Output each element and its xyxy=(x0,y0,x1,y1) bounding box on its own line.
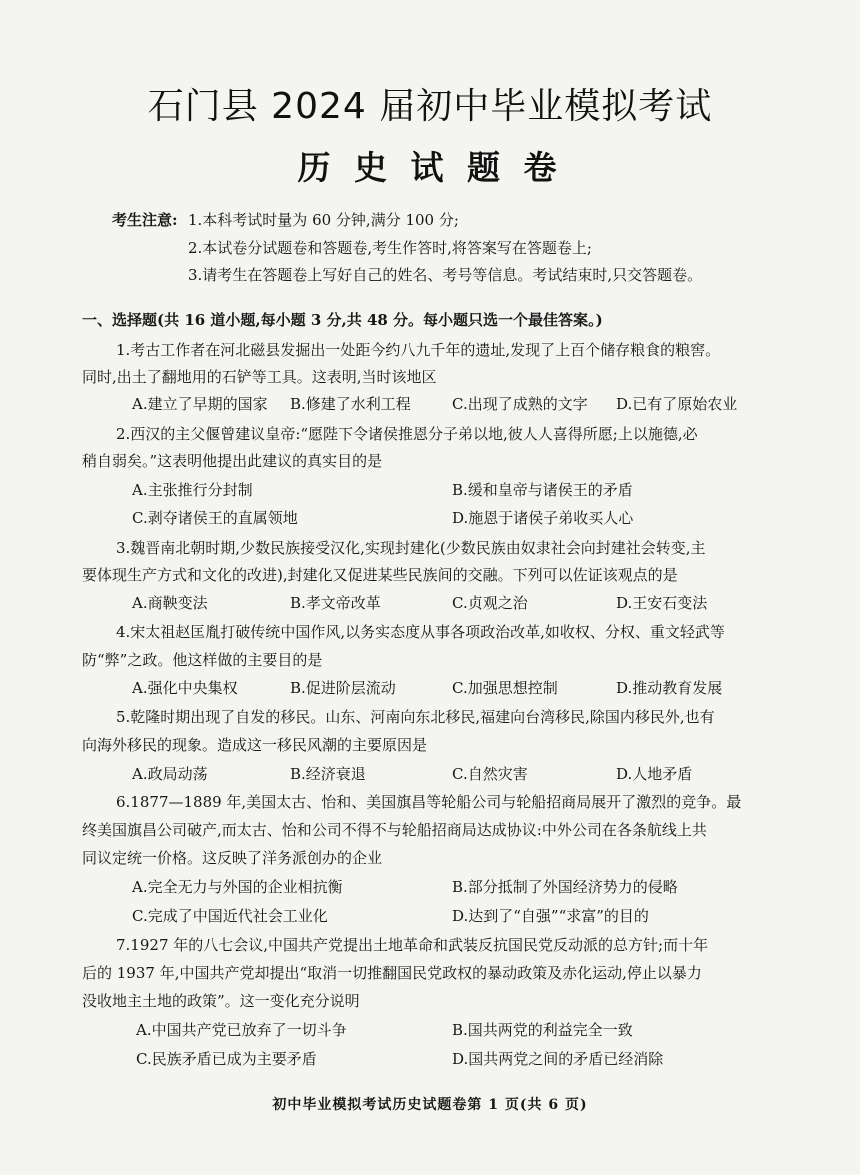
q3-line-1: 3.魏晋南北朝时期,少数民族接受汉化,实现封建化(少数民族由奴隶社会向封建社会转变,主 xyxy=(116,539,706,557)
notice-item-2: 2.本试卷分试题卷和答题卷,考生作答时,将答案写在答题卷上; xyxy=(188,239,592,257)
q4-line-2: 防“弊”之政。他这样做的主要目的是 xyxy=(82,651,323,669)
q3-option-d: D.王安石变法 xyxy=(616,594,708,612)
q4-option-a: A.强化中央集权 xyxy=(132,679,238,697)
section-heading: 一、选择题(共 16 道小题,每小题 3 分,共 48 分。每小题只选一个最佳答案。) xyxy=(82,311,603,329)
q2-option-d: D.施恩于诸侯子弟收买人心 xyxy=(452,509,634,527)
q5-option-b: B.经济衰退 xyxy=(290,765,366,783)
q2-option-c: C.剥夺诸侯王的直属领地 xyxy=(132,509,298,527)
q3-option-c: C.贞观之治 xyxy=(452,594,528,612)
notice-item-3: 3.请考生在答题卷上写好自己的姓名、考号等信息。考试结束时,只交答题卷。 xyxy=(188,266,703,284)
notice-item-1: 1.本科考试时量为 60 分钟,满分 100 分; xyxy=(188,211,459,229)
q7-option-c: C.民族矛盾已成为主要矛盾 xyxy=(136,1050,317,1068)
q2-option-a: A.主张推行分封制 xyxy=(132,481,253,499)
q3-option-a: A.商鞅变法 xyxy=(132,594,208,612)
q1-option-d: D.已有了原始农业 xyxy=(616,395,738,413)
q4-line-1: 4.宋太祖赵匡胤打破传统中国作风,以务实态度从事各项政治改革,如收权、分权、重文轻武等 xyxy=(116,623,725,641)
q7-option-d: D.国共两党之间的矛盾已经消除 xyxy=(452,1050,664,1068)
q4-option-c: C.加强思想控制 xyxy=(452,679,558,697)
notice-label: 考生注意: xyxy=(112,211,178,229)
q1-line-2: 同时,出土了翻地用的石铲等工具。这表明,当时该地区 xyxy=(82,368,437,386)
q5-option-d: D.人地矛盾 xyxy=(616,765,693,783)
q4-option-d: D.推动教育发展 xyxy=(616,679,723,697)
q7-option-a: A.中国共产党已放弃了一切斗争 xyxy=(136,1021,347,1039)
q6-line-2: 终美国旗昌公司破产,而太古、怡和公司不得不与轮船招商局达成协议:中外公司在各条航线上共 xyxy=(82,821,707,839)
exam-subtitle: 历 史 试 题 卷 xyxy=(297,148,563,187)
q6-option-c: C.完成了中国近代社会工业化 xyxy=(132,907,328,925)
q5-option-c: C.自然灾害 xyxy=(452,765,528,783)
q1-option-a: A.建立了早期的国家 xyxy=(132,395,268,413)
q3-line-2: 要体现生产方式和文化的改进),封建化又促进某些民族间的交融。下列可以佐证该观点的是 xyxy=(82,566,678,584)
q1-option-c: C.出现了成熟的文字 xyxy=(452,395,588,413)
q5-line-2: 向海外移民的现象。造成这一移民风潮的主要原因是 xyxy=(82,736,428,754)
q3-option-b: B.孝文帝改革 xyxy=(290,594,381,612)
q6-option-d: D.达到了“自强”“求富”的目的 xyxy=(452,907,649,925)
q1-option-b: B.修建了水利工程 xyxy=(290,395,411,413)
q5-line-1: 5.乾隆时期出现了自发的移民。山东、河南向东北移民,福建向台湾移民,除国内移民外,也有 xyxy=(116,708,715,726)
exam-title: 石门县 2024 届初中毕业模拟考试 xyxy=(147,86,713,127)
q6-line-3: 同议定统一价格。这反映了洋务派创办的企业 xyxy=(82,849,383,867)
q2-line-2: 稍自弱矣。”这表明他提出此建议的真实目的是 xyxy=(82,452,383,470)
q6-option-a: A.完全无力与外国的企业相抗衡 xyxy=(132,878,343,896)
q1-line-1: 1.考古工作者在河北磁县发掘出一处距今约八九千年的遗址,发现了上百个储存粮食的粮窖。 xyxy=(116,341,721,359)
q7-line-2: 后的 1937 年,中国共产党却提出“取消一切推翻国民党政权的暴动政策及赤化运动,停止以暴力 xyxy=(82,964,702,982)
q7-line-1: 7.1927 年的八七会议,中国共产党提出土地革命和武装反抗国民党反动派的总方针;而十年 xyxy=(116,936,709,954)
q7-option-b: B.国共两党的利益完全一致 xyxy=(452,1021,633,1039)
q6-option-b: B.部分抵制了外国经济势力的侵略 xyxy=(452,878,678,896)
q2-line-1: 2.西汉的主父偃曾建议皇帝:“愿陛下令诸侯推恩分子弟以地,彼人人喜得所愿;上以施德,必 xyxy=(116,425,698,443)
q7-line-3: 没收地主土地的政策”。这一变化充分说明 xyxy=(82,992,360,1010)
page-footer: 初中毕业模拟考试历史试题卷第 1 页(共 6 页) xyxy=(272,1097,588,1113)
q2-option-b: B.缓和皇帝与诸侯王的矛盾 xyxy=(452,481,633,499)
q4-option-b: B.促进阶层流动 xyxy=(290,679,396,697)
q6-line-1: 6.1877—1889 年,美国太古、怡和、美国旗昌等轮船公司与轮船招商局展开了激烈的竞争。最 xyxy=(116,793,742,811)
q5-option-a: A.政局动荡 xyxy=(132,765,208,783)
